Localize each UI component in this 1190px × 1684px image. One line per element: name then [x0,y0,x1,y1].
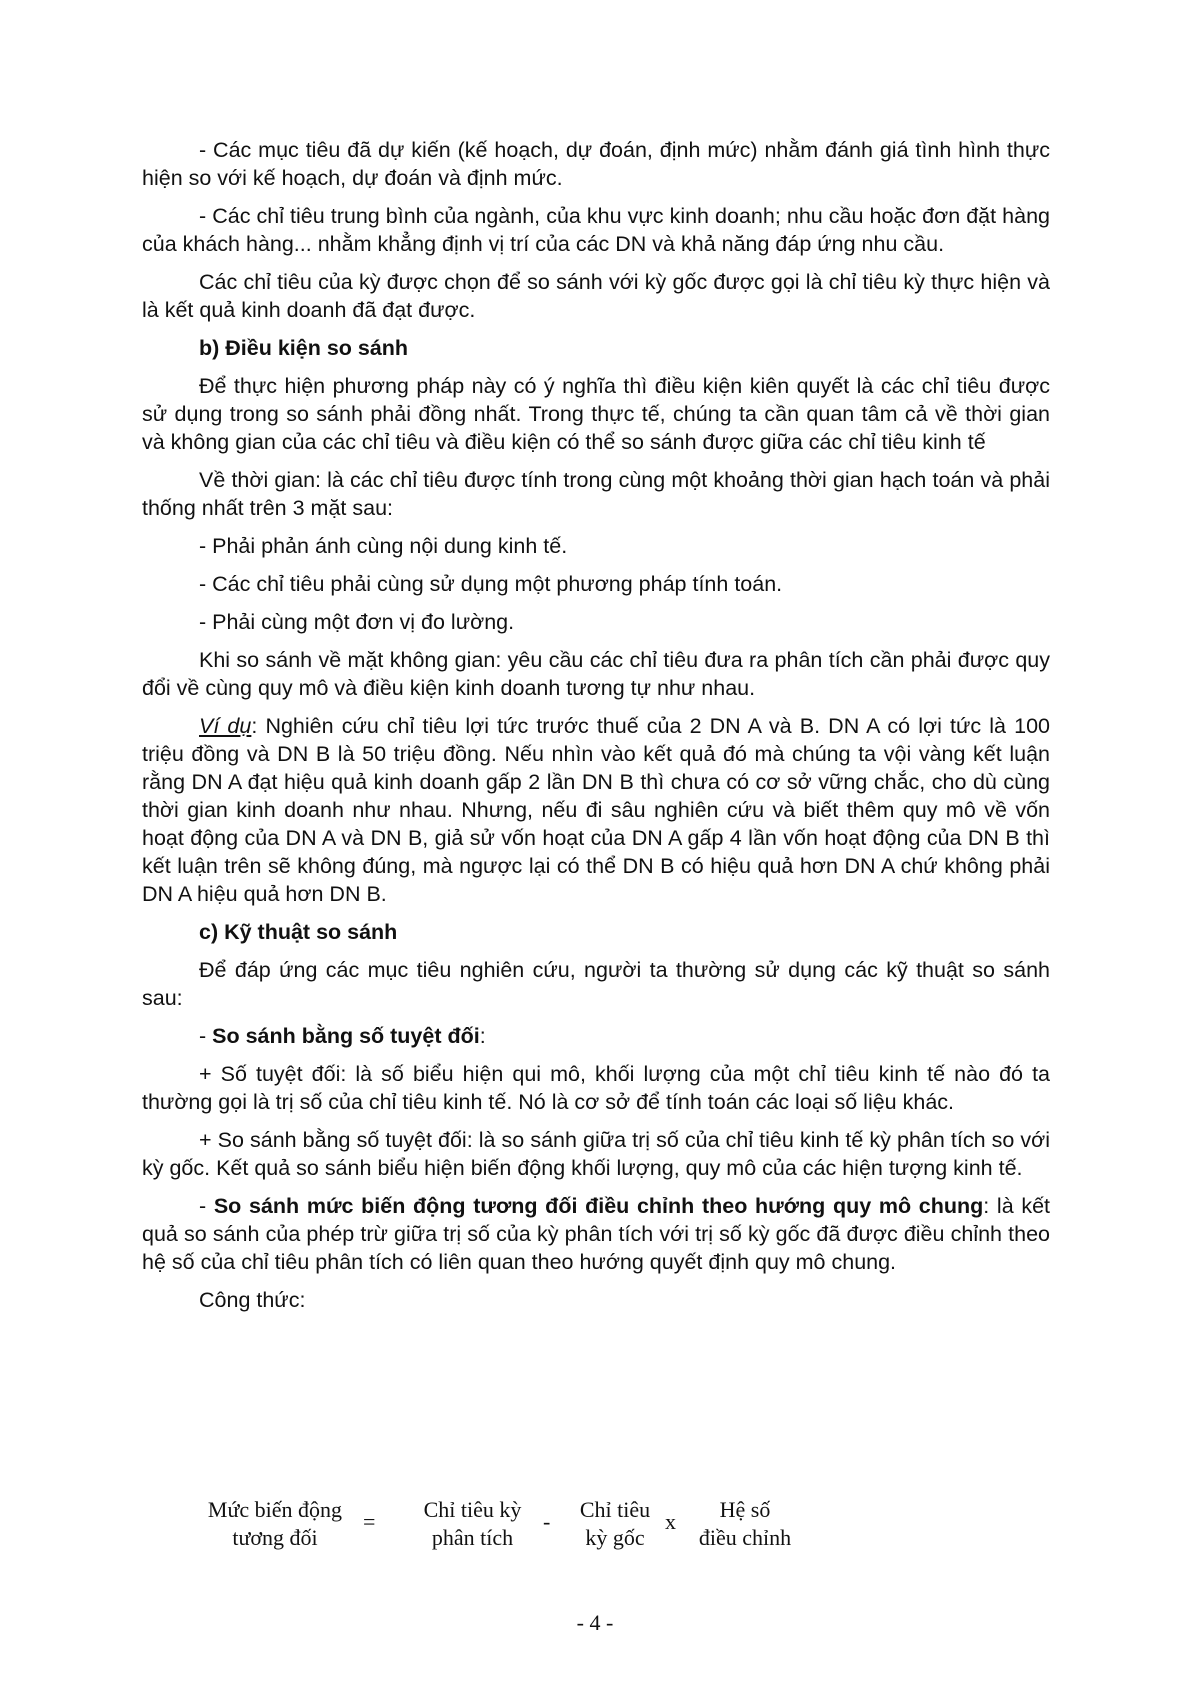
list-dash: - [199,1194,214,1218]
paragraph-space-conditions: Khi so sánh về mặt không gian: yêu cầu các chỉ tiêu đưa ra phân tích cần phải được quy đổi về cùng quy mô và điều kiện kinh doanh tương tự như nhau. [142,648,1050,700]
example-text: : Nghiên cứu chỉ tiêu lợi tức trước thuế của 2 DN A và B. DN A có lợi tức là 100 triệu đồng và DN B là 50 triệu đồng. Nếu nhìn vào kết quả đó mà chúng ta vội vàng kết luận rằng DN A đạt hiệu quả kinh doanh gấp 2 lần DN B thì chưa có cơ sở vững chắc, cho dù cùng thời gian kinh doanh như nhau. Nhưng, nếu đi sâu nghiên cứu và biết thêm quy mô về vốn hoạt động của DN A và DN B, giả sử vốn hoạt của DN A gấp 4 lần vốn hoạt động của DN B thì kết luận trên sẽ không đúng, mà ngược lại có thể DN B có hiệu quả hơn DN A chứ không phải DN A hiệu quả hơn DN B. [142,714,1050,906]
formula-term-analysis-period [405,1496,540,1552]
formula-times: x [665,1509,676,1534]
paragraph-relative-variation [142,1192,1050,1276]
example-label: Ví dụ [199,714,252,738]
absolute-comparison-colon: : [479,1024,486,1048]
formula-term3-line2: điều chỉnh [698,1525,792,1550]
formula-term3-line1: Hệ số [719,1497,771,1522]
page-number: - 4 - [576,1610,614,1635]
formula-term2-line2: kỳ gốc [585,1525,645,1550]
paragraph-current-period: Các chỉ tiêu của kỳ được chọn để so sánh với kỳ gốc được gọi là chỉ tiêu kỳ thực hiện và là kết quả kinh doanh đã đạt được. [142,270,1050,322]
absolute-comparison-term: So sánh bằng số tuyệt đối [212,1024,480,1048]
formula-minus: - [543,1509,551,1534]
formula-lhs [195,1496,355,1552]
formula-term1-line2: phân tích [431,1525,514,1550]
paragraph-example [142,712,1050,908]
heading-comparison-conditions: b) Điều kiện so sánh [199,336,409,360]
formula-term2-line1: Chỉ tiêu [579,1497,651,1522]
list-item-same-method: - Các chỉ tiêu phải cùng sử dụng một phương pháp tính toán. [199,572,783,596]
formula-lhs-line2: tương đối [232,1525,318,1550]
heading-comparison-techniques: c) Kỹ thuật so sánh [199,920,398,944]
relative-variation-term: So sánh mức biến động tương đối điều chỉnh theo hướng quy mô chung [213,1194,984,1218]
formula-term-coefficient [690,1496,800,1552]
formula-label: Công thức: [199,1288,306,1312]
paragraph-time-conditions: Về thời gian: là các chỉ tiêu được tính trong cùng một khoảng thời gian hạch toán và phải thống nhất trên 3 mặt sau: [142,468,1050,520]
paragraph-conditions-intro: Để thực hiện phương pháp này có ý nghĩa thì điều kiện kiên quyết là các chỉ tiêu được sử dụng trong so sánh phải đồng nhất. Trong thực tế, chúng ta cần quan tâm cả về thời gian và không gian của các chỉ tiêu và điều kiện có thể so sánh được giữa các chỉ tiêu kinh tế [142,374,1050,454]
formula-lhs-line1: Mức biến động [207,1497,343,1522]
list-dash: - [199,1024,213,1048]
formula-equals: = [363,1509,376,1534]
paragraph-absolute-comparison: + So sánh bằng số tuyệt đối: là so sánh giữa trị số của chỉ tiêu kinh tế kỳ phân tích so với kỳ gốc. Kết quả so sánh biểu hiện biến động khối lượng, quy mô của các hiện tượng kinh tế. [142,1128,1050,1180]
paragraph-planned-targets: - Các mục tiêu đã dự kiến (kế hoạch, dự đoán, định mức) nhằm đánh giá tình hình thực hiện so với kế hoạch, dự đoán và định mức. [142,138,1050,190]
page-body [142,136,1050,1324]
list-item-same-unit: - Phải cùng một đơn vị đo lường. [199,610,515,634]
formula-term1-line1: Chỉ tiêu kỳ [423,1497,522,1522]
list-item-same-content: - Phải phản ánh cùng nội dung kinh tế. [199,534,568,558]
relative-variation-text: : là kết quả so sánh của phép trừ giữa trị số của kỳ phân tích với trị số kỳ gốc đã được điều chỉnh theo hệ số của chỉ tiêu phân tích có liên quan theo hướng quyết định quy mô chung. [142,1194,1050,1274]
paragraph-absolute-number: + Số tuyệt đối: là số biểu hiện qui mô, khối lượng của một chỉ tiêu kinh tế nào đó ta thường gọi là trị số của chỉ tiêu kinh tế. Nó là cơ sở để tính toán các loại số liệu khác. [142,1062,1050,1114]
paragraph-techniques-intro: Để đáp ứng các mục tiêu nghiên cứu, người ta thường sử dụng các kỹ thuật so sánh sau: [142,958,1050,1010]
formula-term-base-period [565,1496,665,1552]
paragraph-industry-averages: - Các chỉ tiêu trung bình của ngành, của khu vực kinh doanh; nhu cầu hoặc đơn đặt hàng của khách hàng... nhằm khẳng định vị trí của các DN và khả năng đáp ứng nhu cầu. [142,204,1050,256]
list-item-absolute-comparison [142,1022,1050,1050]
